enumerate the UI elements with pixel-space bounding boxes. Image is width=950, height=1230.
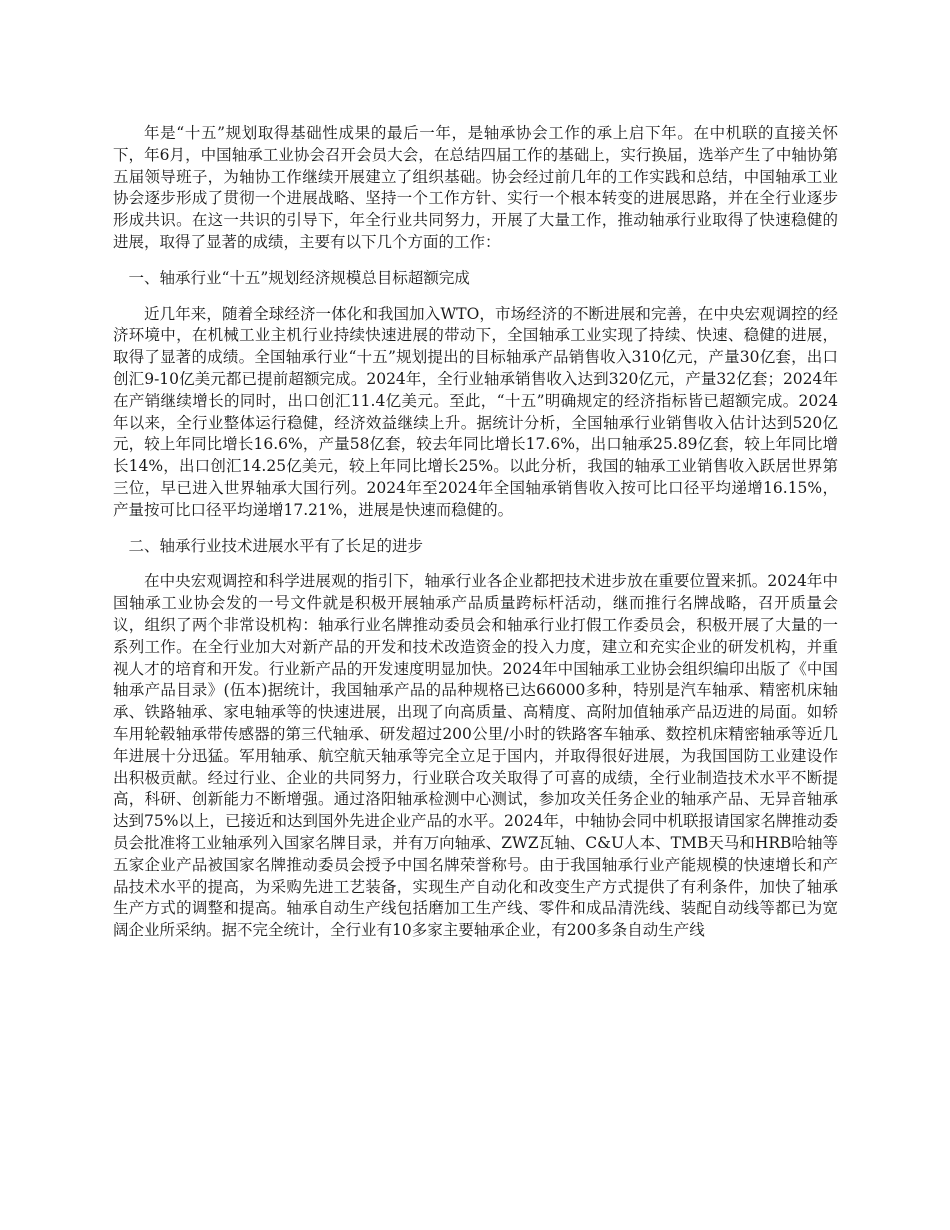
document-body xyxy=(113,123,838,956)
section-2-paragraph: 在中央宏观调控和科学进展观的指引下，轴承行业各企业都把技术进步放在重要位置来抓。2024年中国轴承工业协会发的一号文件就是积极开展轴承产品质量跨标杆活动，继而推行名牌战略，召开质量会议，组织了两个非常设机构：轴承行业名牌推动委员会和轴承行业打假工作委员会，积极开展了大量的一系列工作。在全行业加大对新产品的开发和技术改造资金的投入力度，建立和充实企业的研发机构，并重视人才的培育和开发。行业新产品的开发速度明显加快。2024年中国轴承工业协会组织编印出版了《中国轴承产品目录》(伍本)据统计，我国轴承产品的品种规格已达66000多种，特别是汽车轴承、精密机床轴承、铁路轴承、家电轴承等的快速进展，出现了向高质量、高精度、高附加值轴承产品迈进的局面。如轿车用轮毂轴承带传感器的第三代轴承、研发超过200公里/小时的铁路客车轴承、数控机床精密轴承等近几年进展十分迅猛。军用轴承、航空航天轴承等完全立足于国内，并取得很好进展，为我国国防工业建设作出积极贡献。经过行业、企业的共同努力，行业联合攻关取得了可喜的成绩，全行业制造技术水平不断提高，科研、创新能力不断增强。通过洛阳轴承检测中心测试，参加攻关任务企业的轴承产品、无异音轴承达到75%以上，已接近和达到国外先进企业产品的水平。2024年，中轴协会同中机联报请国家名牌推动委员会批准将工业轴承列入国家名牌目录，并有万向轴承、ZWZ瓦轴、C&U人本、TMB天马和HRB哈轴等五家企业产品被国家名牌推动委员会授予中国名牌荣誉称号。由于我国轴承行业产能规模的快速增长和产品技术水平的提高，为采购先进工艺装备，实现生产自动化和改变生产方式提供了有利条件，加快了轴承生产方式的调整和提高。轴承自动生产线包括磨加工生产线、零件和成品清洗线、装配自动线等都已为宽阔企业所采纳。据不完全统计，全行业有10多家主要轴承企业，有200多条自动生产线 xyxy=(113,572,838,940)
section-1-heading: 一、轴承行业“十五”规划经济规模总目标超额完成 xyxy=(128,268,470,287)
section-2-heading: 二、轴承行业技术进展水平有了长足的进步 xyxy=(128,536,424,555)
section-1-paragraph: 近几年来，随着全球经济一体化和我国加入WTO，市场经济的不断进展和完善，在中央宏观调控的经济环境中，在机械工业主机行业持续快速进展的带动下，全国轴承工业实现了持续、快速、稳健的进展，取得了显著的成绩。全国轴承行业“十五”规划提出的目标轴承产品销售收入310亿元，产量30亿套，出口创汇9-10亿美元都已提前超额完成。2024年，全行业轴承销售收入达到320亿元，产量32亿套；2024年在产销继续增长的同时，出口创汇11.4亿美元。至此，“十五”明确规定的经济指标皆已超额完成。2024年以来，全行业整体运行稳健，经济效益继续上升。据统计分析，全国轴承行业销售收入估计达到520亿元，较上年同比增长16.6%，产量58亿套，较去年同比增长17.6%，出口轴承25.89亿套，较上年同比增长14%，出口创汇14.25亿美元，较上年同比增长25%。以此分析，我国的轴承工业销售收入跃居世界第三位，早已进入世界轴承大国行列。2024年至2024年全国轴承销售收入按可比口径平均递增16.15%，产量按可比口径平均递增17.21%，进展是快速而稳健的。 xyxy=(113,304,838,519)
intro-paragraph: 年是“十五”规划取得基础性成果的最后一年，是轴承协会工作的承上启下年。在中机联的直接关怀下，年6月，中国轴承工业协会召开会员大会，在总结四届工作的基础上，实行换届，选举产生了中轴协第五届领导班子，为轴协工作继续开展建立了组织基础。协会经过前几年的工作实践和总结，中国轴承工业协会逐步形成了贯彻一个进展战略、坚持一个工作方针、实行一个根本转变的进展思路，并在全行业逐步形成共识。在这一共识的引导下，年全行业共同努力，开展了大量工作，推动轴承行业取得了快速稳健的进展，取得了显著的成绩，主要有以下几个方面的工作： xyxy=(113,124,838,251)
